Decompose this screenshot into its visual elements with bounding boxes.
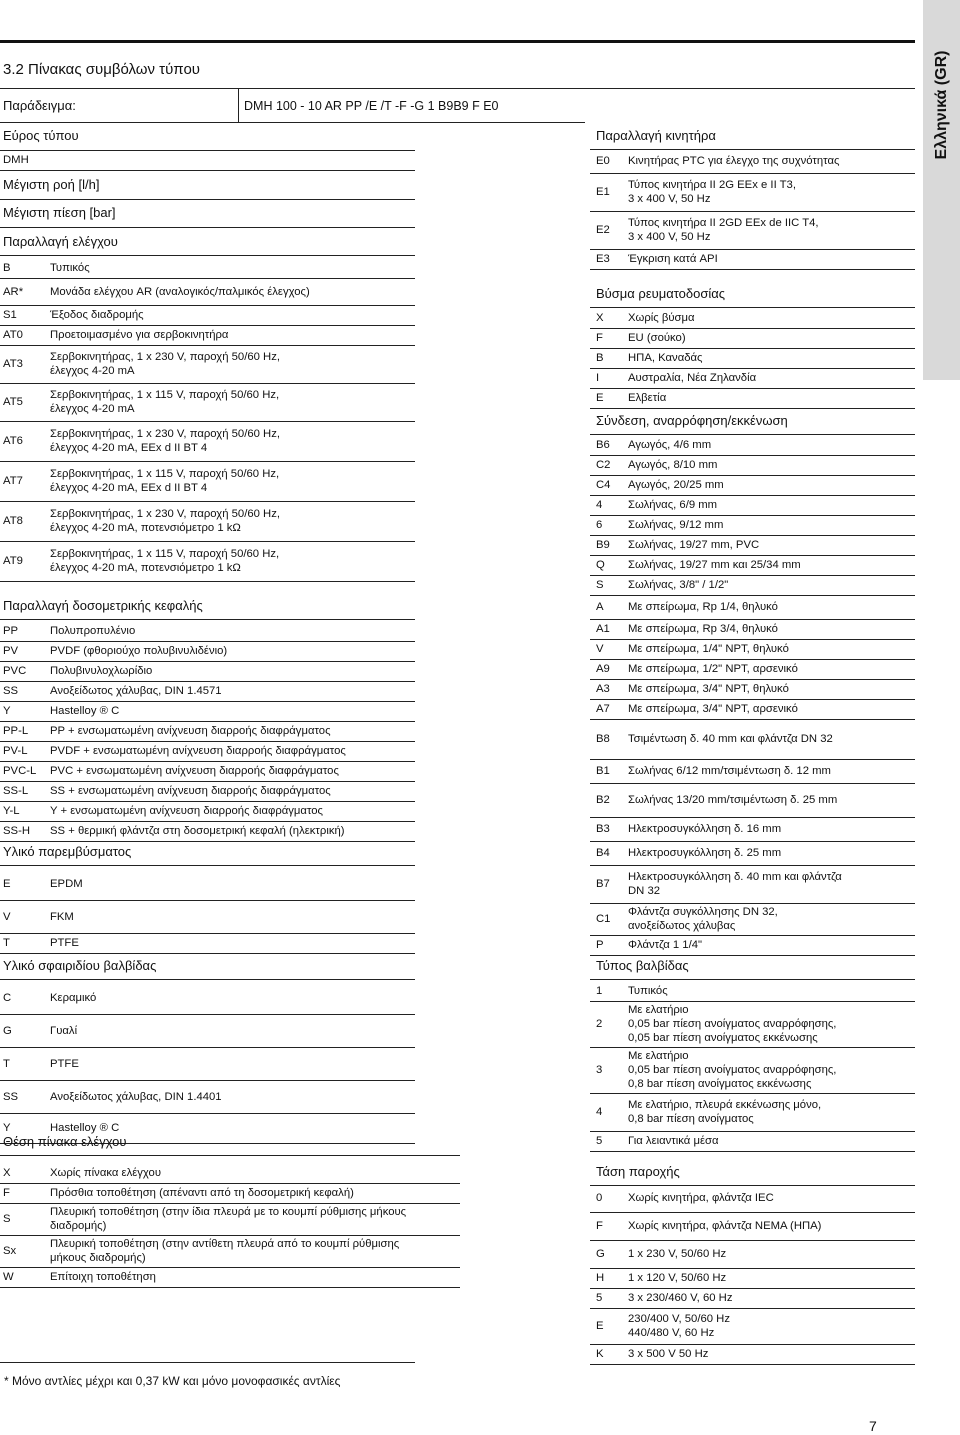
row-text: Με σπείρωμα, 3/4" NPT, θηλυκό [628, 683, 789, 695]
row-code: B8 [596, 733, 610, 745]
row-text: PVC + ενσωματωμένη ανίχνευση διαρροής διαφράγματος [50, 765, 339, 777]
section-title: Παραλλαγή ελέγχου [3, 234, 118, 249]
row-text: Με σπείρωμα, Rp 3/4, θηλυκό [628, 623, 778, 635]
row-code: E1 [596, 186, 610, 198]
row-code: K [596, 1348, 604, 1360]
row-text: 0,05 bar πίεση ανοίγματος αναρρόφησης, [628, 1018, 837, 1030]
row-rule [590, 759, 915, 760]
row-rule [0, 900, 415, 901]
row-code: V [596, 643, 604, 655]
row-rule [590, 1151, 915, 1152]
row-rule [0, 1080, 415, 1081]
row-rule [0, 741, 415, 742]
row-text: ΗΠΑ, Καναδάς [628, 352, 703, 364]
row-text: 440/480 V, 60 Hz [628, 1327, 715, 1339]
row-code: AT3 [3, 358, 23, 370]
row-rule [590, 475, 915, 476]
row-code: A1 [596, 623, 610, 635]
row-code: 4 [596, 1106, 603, 1118]
row-code: A7 [596, 703, 610, 715]
row-code: AT8 [3, 515, 23, 527]
row-text: Με ελατήριο, πλευρά εκκένωσης μόνο, [628, 1099, 822, 1111]
row-rule [0, 1267, 460, 1268]
row-code: E [3, 877, 11, 890]
row-rule [590, 211, 915, 212]
example-code: DMH 100 - 10 AR PP /E /T -F -G 1 B9B9 F E0 [244, 99, 499, 113]
row-text: Σερβοκινητήρας, 1 x 230 V, παροχή 50/60 Hz, [50, 508, 280, 520]
section-title: Παραλλαγή δοσομετρικής κεφαλής [3, 598, 203, 613]
row-rule [590, 348, 915, 349]
row-text: Χωρίς κινητήρα, φλάντζα NEMA (ΗΠΑ) [628, 1220, 822, 1232]
row-text: Επίτοιχη τοποθέτηση [50, 1271, 156, 1283]
row-text: Με ελατήριο [628, 1050, 689, 1062]
row-rule [590, 595, 915, 596]
row-text: 1 x 230 V, 50/60 Hz [628, 1248, 727, 1260]
row-text: Σωλήνας 13/20 mm/τσιμέντωση δ. 25 mm [628, 794, 838, 806]
footnote-rule [0, 1362, 415, 1363]
row-text: Σερβοκινητήρας, 1 x 230 V, παροχή 50/60 Hz, [50, 428, 280, 440]
row-rule [590, 1212, 915, 1213]
row-text: Τυπικός [50, 262, 90, 274]
row-code: 5 [596, 1135, 603, 1147]
row-rule [590, 149, 915, 150]
row-text: Για λειαντικά μέσα [628, 1135, 719, 1147]
row-rule [590, 865, 915, 866]
row-text: Σερβοκινητήρας, 1 x 115 V, παροχή 50/60 Hz, [50, 468, 280, 480]
row-code: SS-H [3, 825, 30, 837]
row-rule [0, 1203, 460, 1204]
row-text: 3 x 500 V 50 Hz [628, 1348, 709, 1360]
row-code: Y-L [3, 805, 20, 817]
row-rule [590, 979, 915, 980]
row-rule [0, 1155, 460, 1156]
row-text: Με σπείρωμα, Rp 1/4, θηλυκό [628, 601, 778, 613]
row-rule [0, 501, 415, 502]
row-code: G [3, 1024, 12, 1037]
row-code: C1 [596, 913, 611, 925]
row-text: Αγωγός, 8/10 mm [628, 459, 718, 471]
row-text: 0,8 bar πίεση ανοίγματος εκκένωσης [628, 1078, 812, 1090]
row-code: 6 [596, 519, 603, 531]
row-code: AT6 [3, 435, 23, 447]
row-code: B [596, 352, 604, 364]
row-text: έλεγχος 4-20 mA [50, 365, 135, 377]
section-title: Τάση παροχής [596, 1164, 680, 1179]
row-text: 0,05 bar πίεση ανοίγματος αναρρόφησης, [628, 1064, 837, 1076]
row-code: I [596, 372, 600, 384]
row-code: Y [3, 705, 11, 717]
row-text: Ελβετία [628, 392, 667, 404]
footnote: * Μόνο αντλίες μέχρι και 0,37 kW και μόνο μονοφασικές αντλίες [4, 1374, 341, 1388]
row-text: FKM [50, 910, 74, 923]
row-rule [0, 1014, 415, 1015]
row-rule [590, 841, 915, 842]
row-text: PVDF + ενσωματωμένη ανίχνευση διαρροής διαφράγματος [50, 745, 346, 757]
row-rule [0, 541, 415, 542]
row-rule [590, 535, 915, 536]
row-text: Με σπείρωμα, 3/4" NPT, αρσενικό [628, 703, 798, 715]
row-code: C4 [596, 479, 611, 491]
row-rule [0, 1287, 460, 1288]
row-code: B2 [596, 794, 610, 806]
row-rule [0, 701, 415, 702]
row-text: έλεγχος 4-20 mA, ποτενσιόμετρο 1 kΩ [50, 562, 241, 574]
row-code: 3 [596, 1064, 603, 1076]
row-rule [590, 1308, 915, 1309]
row-text: DN 32 [628, 885, 661, 897]
row-rule [590, 1185, 915, 1186]
row-rule [0, 383, 415, 384]
row-code: PVC-L [3, 765, 37, 777]
row-text: Πολυβινυλοχλωρίδιο [50, 665, 153, 677]
row-rule [590, 1288, 915, 1289]
row-rule [0, 953, 415, 954]
row-rule [590, 1268, 915, 1269]
row-text: Χωρίς πίνακα ελέγχου [50, 1167, 161, 1179]
section-title: Θέση πίνακα ελέγχου [3, 1134, 127, 1149]
language-label: Ελληνικά (GR) [932, 50, 950, 160]
row-text: Ανοξείδωτος χάλυβας, DIN 1.4571 [50, 685, 222, 697]
row-rule [590, 903, 915, 904]
row-text: Σερβοκινητήρας, 1 x 115 V, παροχή 50/60 Hz, [50, 389, 280, 401]
row-text: Σερβοκινητήρας, 1 x 115 V, παροχή 50/60 Hz, [50, 548, 280, 560]
row-rule [590, 434, 915, 435]
row-code: W [3, 1271, 14, 1283]
row-code: B [3, 262, 11, 274]
row-rule [590, 719, 915, 720]
row-rule [590, 817, 915, 818]
row-rule [590, 269, 915, 270]
row-text: Χωρίς βύσμα [628, 312, 695, 324]
row-text: Πρόσθια τοποθέτηση (απέναντι από τη δοσομετρική κεφαλή) [50, 1187, 354, 1199]
row-text: Κεραμικό [50, 991, 97, 1004]
row-text: Με σπείρωμα, 1/4" NPT, θηλυκό [628, 643, 789, 655]
row-text: Πολυπροπυλένιο [50, 625, 136, 637]
row-text: Ηλεκτροσυγκόλληση δ. 25 mm [628, 847, 782, 859]
row-code: AT7 [3, 475, 23, 487]
row-code: F [596, 332, 603, 344]
row-text: Με σπείρωμα, 1/2" NPT, αρσενικό [628, 663, 798, 675]
row-text: Αυστραλία, Νέα Ζηλανδία [628, 372, 757, 384]
row-text: Μονάδα ελέγχου AR (αναλογικός/παλμικός έλεγχος) [50, 285, 310, 298]
row-code: C2 [596, 459, 611, 471]
row-code: B6 [596, 439, 610, 451]
row-text: PVDF (φθοριούχο πολυβινυλιδένιο) [50, 645, 228, 657]
row-text: μήκους διαδρομής) [50, 1252, 146, 1264]
row-code: B7 [596, 878, 610, 890]
row-code: F [596, 1220, 603, 1232]
row-code: PP-L [3, 725, 29, 737]
row-code: B4 [596, 847, 610, 859]
row-text: SS + θερμική φλάντζα στη δοσομετρική κεφαλή (ηλεκτρική) [50, 825, 345, 837]
row-code: B9 [596, 539, 610, 551]
row-rule [0, 781, 415, 782]
row-code: 2 [596, 1018, 603, 1030]
row-code: T [3, 1057, 10, 1070]
row-code: S [3, 1213, 11, 1225]
row-code: E2 [596, 224, 610, 236]
row-code: T [3, 937, 10, 949]
row-text: Y + ενσωματωμένη ανίχνευση διαρροής διαφράγματος [50, 805, 323, 817]
row-rule [590, 173, 915, 174]
row-text: PTFE [50, 937, 79, 949]
row-code: 0 [596, 1192, 603, 1204]
row-text: έλεγχος 4-20 mA, EEx d II BT 4 [50, 482, 208, 494]
row-rule [590, 1093, 915, 1094]
row-text: Πλευρική τοποθέτηση (στην αντίθετη πλευρά από το κουμπί ρύθμισης [50, 1238, 400, 1250]
section-title: Παραλλαγή κινητήρα [596, 128, 716, 143]
row-text: Φλάντζα 1 1/4" [628, 939, 703, 951]
row-rule [590, 783, 915, 784]
row-text: EU (σούκο) [628, 332, 686, 344]
row-rule [590, 639, 915, 640]
row-rule [0, 170, 415, 171]
example-divider [238, 88, 239, 122]
row-code: SS [3, 1090, 19, 1103]
row-text: Κινητήρας PTC για έλεγχο της συχνότητας [628, 155, 840, 167]
row-text: Ηλεκτροσυγκόλληση δ. 16 mm [628, 823, 782, 835]
row-rule [0, 345, 415, 346]
row-rule [590, 659, 915, 660]
section-title: Τύπος βαλβίδας [596, 958, 689, 973]
row-rule [0, 619, 415, 620]
row-rule [590, 1240, 915, 1241]
row-code: S [596, 579, 604, 591]
row-text: 3 x 230/460 V, 60 Hz [628, 1292, 733, 1304]
row-text: Σωλήνας, 9/12 mm [628, 519, 724, 531]
row-code: 5 [596, 1292, 603, 1304]
row-rule [0, 801, 415, 802]
section-title: Βύσμα ρευματοδοσίας [596, 286, 726, 301]
row-code: G [596, 1248, 605, 1260]
row-text: Hastelloy ® C [50, 1122, 120, 1134]
row-rule [0, 841, 415, 842]
row-code: PVC [3, 665, 27, 677]
row-code: AT9 [3, 555, 23, 567]
row-code: PV [3, 645, 19, 657]
row-text: Έξοδος διαδρομής [50, 309, 144, 321]
row-rule [0, 865, 415, 866]
row-text: Πλευρική τοποθέτηση (στην ίδια πλευρά με το κουμπί ρύθμισης μήκους [50, 1206, 407, 1218]
row-rule [0, 761, 415, 762]
section-title: 3.2 Πίνακας συμβόλων τύπου [3, 61, 200, 78]
row-code: E [596, 392, 604, 404]
row-rule [590, 1047, 915, 1048]
row-text: Προετοιμασμένο για σερβοκινητήρα [50, 329, 229, 341]
row-rule [0, 199, 415, 200]
row-code: AT0 [3, 329, 23, 341]
row-text: Χωρίς κινητήρα, φλάντζα IEC [628, 1192, 774, 1204]
row-code: H [596, 1272, 605, 1284]
row-rule [0, 721, 415, 722]
row-text: Τυπικός [628, 985, 668, 997]
row-text: Με ελατήριο [628, 1004, 689, 1016]
row-code: E3 [596, 253, 610, 265]
row-code: SS-L [3, 785, 29, 797]
row-rule [0, 681, 415, 682]
row-text: διαδρομής) [50, 1220, 107, 1232]
section-title: Υλικό σφαιριδίου βαλβίδας [3, 958, 157, 973]
row-rule [590, 575, 915, 576]
row-text: Σωλήνας, 3/8" / 1/2" [628, 579, 729, 591]
row-code: S1 [3, 309, 17, 321]
max-flow-label: Μέγιστη ροή [l/h] [3, 177, 100, 192]
row-rule [0, 933, 415, 934]
row-code: E0 [596, 155, 610, 167]
row-text: 1 x 120 V, 50/60 Hz [628, 1272, 727, 1284]
row-text: Σωλήνας, 19/27 mm και 25/34 mm [628, 559, 801, 571]
row-rule [0, 1113, 415, 1114]
row-rule [590, 328, 915, 329]
row-rule [590, 699, 915, 700]
section-title: Σύνδεση, αναρρόφηση/εκκένωση [596, 413, 788, 428]
row-rule [0, 305, 415, 306]
row-text: Τσιμέντωση δ. 40 mm και φλάντζα DN 32 [628, 733, 833, 745]
row-text: Σερβοκινητήρας, 1 x 230 V, παροχή 50/60 Hz, [50, 351, 280, 363]
row-rule [590, 307, 915, 308]
row-rule [590, 368, 915, 369]
type-range-heading: Εύρος τύπου [3, 128, 79, 143]
max-pressure-label: Μέγιστη πίεση [bar] [3, 205, 116, 220]
row-text: Φλάντζα συγκόλλησης DN 32, [628, 906, 778, 918]
row-text: έλεγχος 4-20 mA, EEx d II BT 4 [50, 442, 208, 454]
row-text: 3 x 400 V, 50 Hz [628, 231, 711, 243]
row-code: Sx [3, 1245, 17, 1257]
row-code: SS [3, 685, 19, 697]
row-rule [590, 1001, 915, 1002]
row-rule [0, 227, 415, 228]
section-title: Υλικό παρεμβύσματος [3, 844, 132, 859]
row-rule [0, 325, 415, 326]
row-text: Ηλεκτροσυγκόλληση δ. 40 mm και φλάντζα [628, 871, 842, 883]
row-text: 0,8 bar πίεση ανοίγματος [628, 1113, 754, 1125]
row-rule [0, 1235, 460, 1236]
row-code: V [3, 910, 11, 923]
row-rule [0, 278, 415, 279]
row-rule [0, 821, 415, 822]
row-text: PTFE [50, 1057, 79, 1070]
row-code: 4 [596, 499, 603, 511]
row-text: Γυαλί [50, 1024, 78, 1037]
rule [0, 88, 915, 89]
row-rule [0, 255, 415, 256]
row-code: C [3, 991, 12, 1004]
language-side-tab [923, 0, 960, 380]
row-text: Έγκριση κατά API [628, 253, 718, 265]
row-rule [0, 461, 415, 462]
row-text: EPDM [50, 877, 83, 890]
row-text: ανοξείδωτος χάλυβας [628, 920, 736, 932]
row-code: AT5 [3, 396, 23, 408]
row-rule [0, 421, 415, 422]
row-rule [590, 1344, 915, 1345]
row-text: Αγωγός, 20/25 mm [628, 479, 724, 491]
row-rule [590, 388, 915, 389]
row-text: έλεγχος 4-20 mA [50, 403, 135, 415]
row-text: 3 x 400 V, 50 Hz [628, 193, 711, 205]
row-rule [0, 1183, 460, 1184]
row-text: Τύπος κινητήρα II 2G EEx e II T3, [628, 179, 796, 191]
row-code: A3 [596, 683, 610, 695]
page-number: 7 [869, 1418, 877, 1434]
example-label: Παράδειγμα: [3, 98, 76, 113]
row-text: Σωλήνας, 6/9 mm [628, 499, 718, 511]
row-code: B3 [596, 823, 610, 835]
row-rule [590, 679, 915, 680]
row-rule [590, 515, 915, 516]
row-code: P [596, 939, 604, 951]
row-rule [0, 1047, 415, 1048]
row-rule [0, 661, 415, 662]
row-rule [0, 641, 415, 642]
row-code: B1 [596, 765, 610, 777]
row-rule [590, 1364, 915, 1365]
row-code: PP [3, 625, 19, 637]
row-text: έλεγχος 4-20 mA, ποτενσιόμετρο 1 kΩ [50, 522, 241, 534]
row-text: Τύπος κινητήρα II 2GD EEx de IIC T4, [628, 217, 819, 229]
row-text: SS + ενσωματωμένη ανίχνευση διαρροής διαφράγματος [50, 785, 331, 797]
row-rule [590, 935, 915, 936]
row-code: X [596, 312, 604, 324]
row-rule [590, 619, 915, 620]
row-rule [590, 455, 915, 456]
row-text: 230/400 V, 50/60 Hz [628, 1313, 730, 1325]
row-text: 0,05 bar πίεση ανοίγματος εκκένωσης [628, 1032, 818, 1044]
row-code: F [3, 1187, 10, 1199]
row-rule [0, 979, 415, 980]
row-text: Hastelloy ® C [50, 705, 120, 717]
row-text: Ανοξείδωτος χάλυβας, DIN 1.4401 [50, 1090, 222, 1103]
dmh-label: DMH [3, 154, 29, 166]
row-code: 1 [596, 985, 603, 997]
row-rule [590, 555, 915, 556]
row-rule [590, 1131, 915, 1132]
row-code: Q [596, 559, 605, 571]
row-rule [0, 122, 585, 123]
row-code: PV-L [3, 745, 28, 757]
top-rule [0, 40, 915, 43]
row-code: Y [3, 1122, 11, 1134]
row-code: E [596, 1320, 604, 1332]
row-rule [590, 955, 915, 956]
row-rule [590, 249, 915, 250]
row-code: X [3, 1167, 11, 1179]
row-code: A [596, 601, 604, 613]
row-rule [590, 408, 915, 409]
row-code: AR* [3, 285, 24, 298]
row-text: Αγωγός, 4/6 mm [628, 439, 712, 451]
row-text: PP + ενσωματωμένη ανίχνευση διαρροής διαφράγματος [50, 725, 331, 737]
row-code: A9 [596, 663, 610, 675]
row-text: Σωλήνας 6/12 mm/τσιμέντωση δ. 12 mm [628, 765, 831, 777]
row-rule [0, 150, 415, 151]
row-text: Σωλήνας, 19/27 mm, PVC [628, 539, 760, 551]
row-rule [590, 495, 915, 496]
row-rule [0, 581, 415, 582]
